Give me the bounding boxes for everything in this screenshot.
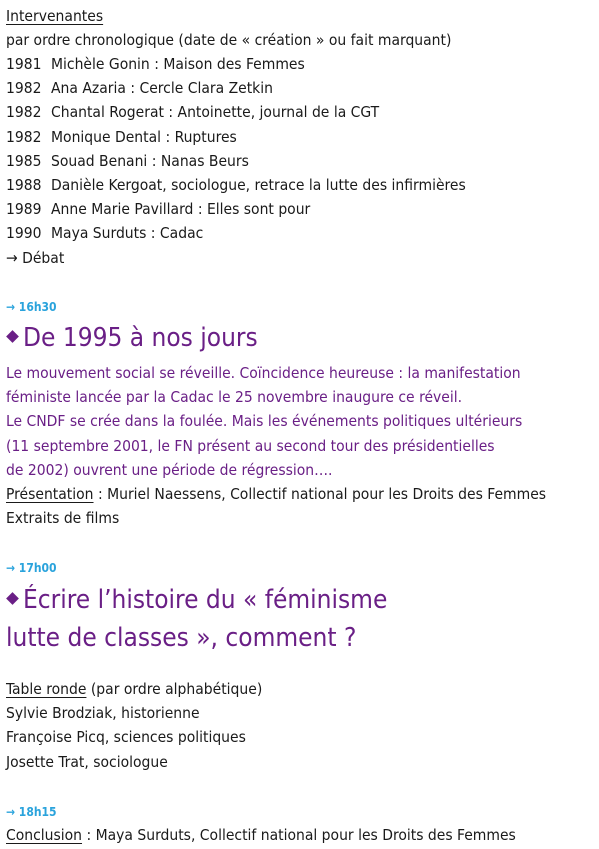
section-title-histoire-line2: lutte de classes », comment ? xyxy=(6,623,357,653)
diamond-bullet-icon xyxy=(6,592,19,605)
section-paragraph-line: féministe lancée par la Cadac le 25 novembre inaugure ce réveil. xyxy=(6,388,463,406)
list-item: 1982 Monique Dental : Ruptures xyxy=(6,128,237,146)
list-item: 1982 Ana Azaria : Cercle Clara Zetkin xyxy=(6,79,273,97)
section-title-histoire-line1: Écrire l’histoire du « féminisme xyxy=(6,584,387,616)
time-label-1700: → 17h00 xyxy=(6,561,57,575)
time-label-1630: → 16h30 xyxy=(6,300,57,314)
speaker-item: Sylvie Brodziak, historienne xyxy=(6,704,200,722)
list-item: 1982 Chantal Rogerat : Antoinette, journal de la CGT xyxy=(6,103,380,121)
time-label-1815: → 18h15 xyxy=(6,805,57,819)
section-title-1995: De 1995 à nos jours xyxy=(6,322,258,354)
list-item: 1989 Anne Marie Pavillard : Elles sont pour xyxy=(6,200,311,218)
diamond-bullet-icon xyxy=(6,330,19,343)
table-ronde-line: Table ronde (par ordre alphabétique) xyxy=(6,680,263,698)
section-paragraph-line: Le CNDF se crée dans la foulée. Mais les événements politiques ultérieurs xyxy=(6,412,523,430)
debat-label: → Débat xyxy=(6,249,65,267)
speaker-item: Françoise Picq, sciences politiques xyxy=(6,728,246,746)
intervenantes-heading: Intervenantes xyxy=(6,7,104,25)
section-paragraph-line: de 2002) ouvrent une période de régression…. xyxy=(6,461,333,479)
conclusion-line: Conclusion : Maya Surduts, Collectif national pour les Droits des Femmes xyxy=(6,826,516,844)
speaker-item: Josette Trat, sociologue xyxy=(6,753,168,771)
list-item: 1990 Maya Surduts : Cadac xyxy=(6,224,204,242)
list-item: 1981 Michèle Gonin : Maison des Femmes xyxy=(6,55,305,73)
extraits-line: Extraits de films xyxy=(6,509,120,527)
section-paragraph-line: Le mouvement social se réveille. Coïncidence heureuse : la manifestation xyxy=(6,364,521,382)
intervenantes-subtitle: par ordre chronologique (date de « création » ou fait marquant) xyxy=(6,31,452,49)
presentation-line: Présentation : Muriel Naessens, Collectif national pour les Droits des Femmes xyxy=(6,485,547,503)
section-paragraph-line: (11 septembre 2001, le FN présent au second tour des présidentielles xyxy=(6,437,495,455)
list-item: 1985 Souad Benani : Nanas Beurs xyxy=(6,152,249,170)
list-item: 1988 Danièle Kergoat, sociologue, retrace la lutte des infirmières xyxy=(6,176,466,194)
